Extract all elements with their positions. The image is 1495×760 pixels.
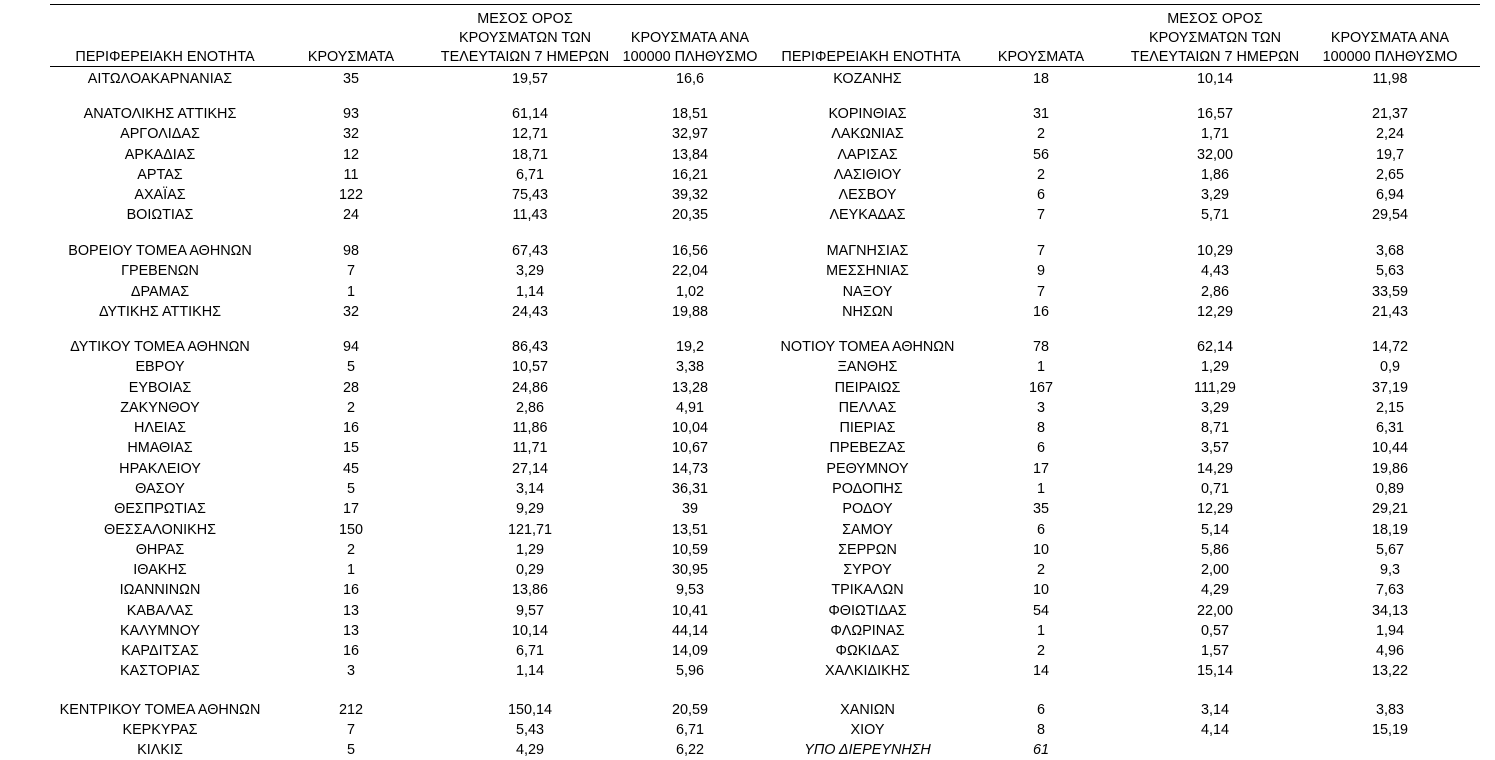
- left-cases-cell: 5: [346, 359, 355, 375]
- right-avg-cell: 2,86: [1200, 284, 1229, 300]
- right-cases-cell: 1: [1036, 623, 1045, 639]
- right-cases-cell: 6: [1036, 187, 1045, 203]
- right-per100k-cell: 1,94: [1375, 623, 1404, 639]
- left-avg-cell: 1,14: [515, 663, 544, 679]
- right-region-cell: ΡΟΔΟΥ: [842, 501, 893, 517]
- left-cases-cell: 15: [342, 440, 359, 456]
- right-cases-cell: 31: [1032, 106, 1049, 122]
- left-cases-cell: 5: [346, 742, 355, 758]
- left-region-cell: ΓΡΕΒΕΝΩΝ: [121, 263, 199, 279]
- right-per100k-cell: 29,54: [1371, 207, 1408, 223]
- left-avg-cell: 11,71: [512, 440, 548, 456]
- left-header-per100k-1: ΚΡΟΥΣΜΑΤΑ ΑΝΑ: [630, 30, 750, 46]
- right-cases-cell: 10: [1032, 542, 1049, 558]
- left-avg-cell: 75,43: [511, 187, 548, 203]
- right-cases-cell: 8: [1036, 420, 1045, 436]
- left-avg-cell: 27,14: [511, 461, 548, 477]
- left-avg-cell: 0,29: [515, 562, 544, 578]
- right-region-cell: ΛΑΣΙΘΙΟΥ: [833, 167, 902, 183]
- right-per100k-cell: 7,63: [1375, 582, 1404, 598]
- left-cases-cell: 13: [342, 623, 359, 639]
- left-region-cell: ΑΙΤΩΛΟΑΚΑΡΝΑΝΙΑΣ: [87, 71, 233, 87]
- right-avg-cell: 32,00: [1196, 147, 1233, 163]
- right-cases-cell: 18: [1032, 71, 1049, 87]
- right-cases-cell: 56: [1032, 147, 1049, 163]
- right-per100k-cell: 0,89: [1375, 481, 1404, 497]
- left-per100k-cell: 6,22: [675, 742, 704, 758]
- left-per100k-cell: 44,14: [671, 623, 708, 639]
- left-cases-cell: 1: [346, 284, 355, 300]
- right-per100k-cell: 2,24: [1375, 126, 1404, 142]
- right-avg-cell: 2,00: [1200, 562, 1229, 578]
- left-header-per100k-2: 100000 ΠΛΗΘΥΣΜΟ: [622, 49, 758, 65]
- right-per100k-cell: 5,67: [1375, 542, 1404, 558]
- left-avg-cell: 10,57: [511, 359, 548, 375]
- left-cases-cell: 17: [342, 501, 359, 517]
- right-avg-cell: 3,29: [1200, 187, 1229, 203]
- left-region-cell: ΖΑΚΥΝΘΟΥ: [120, 400, 200, 416]
- right-header-cases: ΚΡΟΥΣΜΑΤΑ: [997, 49, 1085, 65]
- right-region-cell: ΣΑΜΟΥ: [842, 522, 893, 538]
- left-per100k-cell: 10,59: [671, 542, 708, 558]
- right-per100k-cell: 2,15: [1375, 400, 1404, 416]
- right-avg-cell: [1110, 740, 1320, 760]
- left-per100k-cell: 20,35: [671, 207, 708, 223]
- right-avg-cell: 3,57: [1200, 440, 1229, 456]
- left-avg-cell: 1,29: [515, 542, 544, 558]
- left-avg-cell: 2,86: [515, 400, 544, 416]
- right-region-cell: ΚΟΖΑΝΗΣ: [833, 71, 902, 87]
- left-cases-cell: 1: [346, 562, 355, 578]
- right-avg-cell: 12,29: [1196, 304, 1233, 320]
- right-region-cell: ΡΕΘΥΜΝΟΥ: [826, 461, 909, 477]
- right-avg-cell: 1,29: [1200, 359, 1229, 375]
- right-per100k-cell: 3,83: [1375, 702, 1404, 718]
- right-region-cell: ΝΟΤΙΟΥ ΤΟΜΕΑ ΑΘΗΝΩΝ: [780, 339, 955, 355]
- right-region-cell: ΧΙΟΥ: [850, 722, 885, 738]
- left-region-cell: ΑΝΑΤΟΛΙΚΗΣ ΑΤΤΙΚΗΣ: [83, 106, 237, 122]
- left-header-avg-3: ΤΕΛΕΥΤΑΙΩΝ 7 ΗΜΕΡΩΝ: [440, 49, 610, 65]
- left-per100k-cell: 36,31: [671, 481, 708, 497]
- left-per100k-cell: 19,88: [671, 304, 708, 320]
- left-per100k-cell: 3,38: [675, 359, 704, 375]
- right-avg-cell: 10,29: [1196, 243, 1233, 259]
- right-region-cell: ΧΑΝΙΩΝ: [840, 702, 895, 718]
- right-cases-cell: 3: [1036, 400, 1045, 416]
- left-avg-cell: 150,14: [507, 702, 552, 718]
- left-region-cell: ΗΜΑΘΙΑΣ: [127, 440, 193, 456]
- left-avg-cell: 19,57: [511, 71, 548, 87]
- left-header-region: ΠΕΡΙΦΕΡΕΙΑΚΗ ΕΝΟΤΗΤΑ: [75, 49, 255, 65]
- right-per100k-cell: 14,72: [1371, 339, 1408, 355]
- left-cases-cell: 98: [342, 243, 359, 259]
- right-per100k-cell: 3,68: [1375, 243, 1404, 259]
- right-per100k-cell: 21,43: [1371, 304, 1408, 320]
- right-region-cell: ΣΥΡΟΥ: [843, 562, 892, 578]
- right-region-cell: ΝΑΞΟΥ: [842, 284, 893, 300]
- left-region-cell: ΑΡΓΟΛΙΔΑΣ: [120, 126, 200, 142]
- left-avg-cell: 10,14: [511, 623, 548, 639]
- left-per100k-cell: 13,84: [671, 147, 708, 163]
- left-region-cell: ΒΟΙΩΤΙΑΣ: [126, 207, 194, 223]
- right-region-cell: ΥΠΟ ΔΙΕΡΕΥΝΗΣΗ: [804, 742, 931, 758]
- left-cases-cell: 12: [342, 147, 359, 163]
- left-avg-cell: 24,86: [511, 380, 548, 396]
- left-region-cell: ΚΑΡΔΙΤΣΑΣ: [121, 643, 199, 659]
- left-region-cell: ΕΥΒΟΙΑΣ: [128, 380, 192, 396]
- left-region-cell: ΚΑΒΑΛΑΣ: [126, 603, 194, 619]
- right-avg-cell: 16,57: [1196, 106, 1233, 122]
- left-cases-cell: 45: [342, 461, 359, 477]
- left-avg-cell: 9,29: [515, 501, 544, 517]
- left-header-avg-2: ΚΡΟΥΣΜΑΤΩΝ ΤΩΝ: [458, 30, 592, 46]
- left-avg-cell: 3,29: [515, 263, 544, 279]
- left-region-cell: ΘΗΡΑΣ: [135, 542, 185, 558]
- right-avg-cell: 5,71: [1200, 207, 1229, 223]
- right-avg-cell: 15,14: [1196, 663, 1233, 679]
- left-avg-cell: 11,86: [512, 420, 548, 436]
- right-cases-cell: 54: [1032, 603, 1049, 619]
- left-region-cell: ΑΡΚΑΔΙΑΣ: [124, 147, 196, 163]
- right-per100k-cell: 37,19: [1371, 380, 1408, 396]
- left-cases-cell: 2: [346, 400, 355, 416]
- right-region-cell: ΜΕΣΣΗΝΙΑΣ: [826, 263, 909, 279]
- left-avg-cell: 13,86: [511, 582, 548, 598]
- right-cases-cell: 2: [1036, 126, 1045, 142]
- right-cases-cell: 7: [1036, 243, 1045, 259]
- left-avg-cell: 121,71: [507, 522, 552, 538]
- left-region-cell: ΔΥΤΙΚΗΣ ΑΤΤΙΚΗΣ: [98, 304, 222, 320]
- right-region-cell: ΛΑΡΙΣΑΣ: [837, 147, 898, 163]
- left-per100k-cell: 10,04: [671, 420, 708, 436]
- left-region-cell: ΔΥΤΙΚΟΥ ΤΟΜΕΑ ΑΘΗΝΩΝ: [70, 339, 250, 355]
- right-cases-cell: 10: [1032, 582, 1049, 598]
- right-region-cell: ΠΕΛΛΑΣ: [838, 400, 897, 416]
- left-avg-cell: 3,14: [515, 481, 544, 497]
- right-header-per100k-2: 100000 ΠΛΗΘΥΣΜΟ: [1322, 49, 1458, 65]
- right-per100k-cell: 19,86: [1371, 461, 1408, 477]
- left-avg-cell: 5,43: [515, 722, 544, 738]
- left-header-cases: ΚΡΟΥΣΜΑΤΑ: [307, 49, 395, 65]
- left-per100k-cell: 19,2: [675, 339, 704, 355]
- left-region-cell: ΚΕΝΤΡΙΚΟΥ ΤΟΜΕΑ ΑΘΗΝΩΝ: [59, 702, 261, 718]
- right-avg-cell: 5,14: [1200, 522, 1229, 538]
- left-cases-cell: 24: [342, 207, 359, 223]
- right-cases-cell: 1: [1036, 359, 1045, 375]
- right-cases-cell: 35: [1032, 501, 1049, 517]
- right-region-cell: ΛΕΥΚΑΔΑΣ: [829, 207, 906, 223]
- right-region-cell: ΦΘΙΩΤΙΔΑΣ: [828, 603, 907, 619]
- left-cases-cell: 16: [342, 420, 359, 436]
- left-region-cell: ΕΒΡΟΥ: [135, 359, 185, 375]
- left-region-cell: ΗΛΕΙΑΣ: [133, 420, 187, 436]
- right-cases-cell: 7: [1036, 284, 1045, 300]
- left-per100k-cell: 16,21: [671, 167, 708, 183]
- left-per100k-cell: 39: [681, 501, 698, 517]
- left-per100k-cell: 18,51: [671, 106, 708, 122]
- right-avg-cell: 22,00: [1196, 603, 1233, 619]
- left-per100k-cell: 1,02: [675, 284, 704, 300]
- left-region-cell: ΑΡΤΑΣ: [137, 167, 183, 183]
- left-cases-cell: 122: [338, 187, 363, 203]
- left-cases-cell: 150: [338, 522, 363, 538]
- right-region-cell: ΡΟΔΟΠΗΣ: [832, 481, 903, 497]
- left-header-avg-1: ΜΕΣΟΣ ΟΡΟΣ: [477, 11, 573, 27]
- right-per100k-cell: 34,13: [1371, 603, 1408, 619]
- right-per100k-cell: 4,96: [1375, 643, 1404, 659]
- right-region-cell: ΛΕΣΒΟΥ: [838, 187, 897, 203]
- right-region-cell: ΦΛΩΡΙΝΑΣ: [830, 623, 905, 639]
- right-cases-cell: 167: [1028, 380, 1053, 396]
- left-region-cell: ΗΡΑΚΛΕΙΟΥ: [119, 461, 201, 477]
- right-region-cell: ΛΑΚΩΝΙΑΣ: [831, 126, 904, 142]
- right-avg-cell: 8,71: [1200, 420, 1229, 436]
- right-avg-cell: 0,71: [1200, 481, 1229, 497]
- left-per100k-cell: 16,6: [675, 71, 704, 87]
- left-per100k-cell: 10,67: [671, 440, 708, 456]
- left-per100k-cell: 4,91: [675, 400, 704, 416]
- right-avg-cell: 10,14: [1196, 71, 1233, 87]
- left-avg-cell: 6,71: [515, 167, 544, 183]
- right-per100k-cell: [1310, 740, 1470, 760]
- right-per100k-cell: 5,63: [1375, 263, 1404, 279]
- right-per100k-cell: 6,31: [1375, 420, 1404, 436]
- right-region-cell: ΜΑΓΝΗΣΙΑΣ: [826, 243, 909, 259]
- left-per100k-cell: 39,32: [671, 187, 708, 203]
- left-cases-cell: 13: [342, 603, 359, 619]
- right-per100k-cell: 9,3: [1379, 562, 1400, 578]
- right-avg-cell: 4,29: [1200, 582, 1229, 598]
- right-avg-cell: 1,71: [1200, 126, 1229, 142]
- left-per100k-cell: 20,59: [671, 702, 708, 718]
- left-region-cell: ΘΕΣΠΡΩΤΙΑΣ: [114, 501, 206, 517]
- right-cases-cell: 8: [1036, 722, 1045, 738]
- left-per100k-cell: 14,09: [671, 643, 708, 659]
- right-avg-cell: 4,14: [1200, 722, 1229, 738]
- left-avg-cell: 1,14: [515, 284, 544, 300]
- right-avg-cell: 14,29: [1196, 461, 1233, 477]
- right-cases-cell: 6: [1036, 702, 1045, 718]
- right-header-avg-1: ΜΕΣΟΣ ΟΡΟΣ: [1167, 11, 1263, 27]
- right-cases-cell: 2: [1036, 562, 1045, 578]
- left-region-cell: ΔΡΑΜΑΣ: [130, 284, 190, 300]
- left-avg-cell: 11,43: [512, 207, 548, 223]
- left-cases-cell: 7: [346, 722, 355, 738]
- right-cases-cell: 2: [1036, 643, 1045, 659]
- left-region-cell: ΘΑΣΟΥ: [135, 481, 185, 497]
- right-per100k-cell: 0,9: [1379, 359, 1400, 375]
- right-cases-cell: 14: [1032, 663, 1049, 679]
- right-per100k-cell: 18,19: [1371, 522, 1408, 538]
- right-region-cell: ΠΙΕΡΙΑΣ: [839, 420, 896, 436]
- right-cases-cell: 6: [1036, 440, 1045, 456]
- left-cases-cell: 212: [338, 702, 363, 718]
- right-cases-cell: 6: [1036, 522, 1045, 538]
- right-region-cell: ΚΟΡΙΝΘΙΑΣ: [828, 106, 907, 122]
- right-region-cell: ΤΡΙΚΑΛΩΝ: [831, 582, 904, 598]
- right-per100k-cell: 11,98: [1372, 71, 1408, 87]
- right-region-cell: ΧΑΛΚΙΔΙΚΗΣ: [825, 663, 910, 679]
- left-cases-cell: 28: [342, 380, 359, 396]
- left-avg-cell: 86,43: [511, 339, 548, 355]
- left-per100k-cell: 32,97: [671, 126, 708, 142]
- right-header-avg-2: ΚΡΟΥΣΜΑΤΩΝ ΤΩΝ: [1148, 30, 1282, 46]
- right-per100k-cell: 6,94: [1375, 187, 1404, 203]
- right-region-cell: ΠΡΕΒΕΖΑΣ: [829, 440, 906, 456]
- right-cases-cell: 1: [1036, 481, 1045, 497]
- left-per100k-cell: 9,53: [675, 582, 704, 598]
- left-avg-cell: 61,14: [511, 106, 548, 122]
- left-per100k-cell: 10,41: [671, 603, 708, 619]
- right-cases-cell: 17: [1032, 461, 1049, 477]
- right-cases-cell: 9: [1036, 263, 1045, 279]
- left-per100k-cell: 13,51: [671, 522, 708, 538]
- left-per100k-cell: 5,96: [675, 663, 704, 679]
- left-avg-cell: 12,71: [511, 126, 548, 142]
- left-region-cell: ΘΕΣΣΑΛΟΝΙΚΗΣ: [104, 522, 216, 538]
- left-per100k-cell: 30,95: [671, 562, 708, 578]
- table-top-rule: [50, 4, 1480, 5]
- right-avg-cell: 4,43: [1200, 263, 1229, 279]
- left-cases-cell: 32: [342, 304, 359, 320]
- left-cases-cell: 16: [342, 643, 359, 659]
- right-avg-cell: 3,29: [1200, 400, 1229, 416]
- left-avg-cell: 9,57: [515, 603, 544, 619]
- right-cases-cell: 2: [1036, 167, 1045, 183]
- right-region-cell: ΞΑΝΘΗΣ: [837, 359, 898, 375]
- right-region-cell: ΦΩΚΙΔΑΣ: [835, 643, 900, 659]
- left-cases-cell: 2: [346, 542, 355, 558]
- right-cases-cell: 7: [1036, 207, 1045, 223]
- right-per100k-cell: 10,44: [1371, 440, 1408, 456]
- left-region-cell: ΚΕΡΚΥΡΑΣ: [122, 722, 198, 738]
- right-avg-cell: 1,57: [1200, 643, 1229, 659]
- left-cases-cell: 94: [342, 339, 359, 355]
- left-region-cell: ΚΙΛΚΙΣ: [137, 742, 183, 758]
- right-header-avg-3: ΤΕΛΕΥΤΑΙΩΝ 7 ΗΜΕΡΩΝ: [1130, 49, 1300, 65]
- left-cases-cell: 7: [346, 263, 355, 279]
- left-region-cell: ΙΩΑΝΝΙΝΩΝ: [119, 582, 201, 598]
- left-avg-cell: 18,71: [511, 147, 548, 163]
- right-avg-cell: 1,86: [1200, 167, 1229, 183]
- right-avg-cell: 12,29: [1196, 501, 1233, 517]
- right-region-cell: ΝΗΣΩΝ: [842, 304, 893, 320]
- right-per100k-cell: 33,59: [1371, 284, 1408, 300]
- right-avg-cell: 62,14: [1196, 339, 1233, 355]
- left-cases-cell: 16: [342, 582, 359, 598]
- left-cases-cell: 11: [343, 167, 359, 183]
- right-cases-cell: 61: [1032, 742, 1049, 758]
- right-region-cell: ΣΕΡΡΩΝ: [838, 542, 897, 558]
- right-per100k-cell: 19,7: [1375, 147, 1404, 163]
- left-cases-cell: 3: [346, 663, 355, 679]
- left-region-cell: ΚΑΛΥΜΝΟΥ: [119, 623, 201, 639]
- left-cases-cell: 5: [346, 481, 355, 497]
- left-per100k-cell: 13,28: [671, 380, 708, 396]
- right-per100k-cell: 21,37: [1371, 106, 1408, 122]
- right-region-cell: ΠΕΙΡΑΙΩΣ: [834, 380, 901, 396]
- left-region-cell: ΚΑΣΤΟΡΙΑΣ: [120, 663, 200, 679]
- right-avg-cell: 3,14: [1200, 702, 1229, 718]
- left-region-cell: ΙΘΑΚΗΣ: [133, 562, 187, 578]
- left-avg-cell: 67,43: [511, 243, 548, 259]
- right-cases-cell: 78: [1032, 339, 1049, 355]
- right-header-per100k-1: ΚΡΟΥΣΜΑΤΑ ΑΝΑ: [1330, 30, 1450, 46]
- left-cases-cell: 35: [342, 71, 359, 87]
- right-per100k-cell: 2,65: [1375, 167, 1404, 183]
- left-cases-cell: 32: [342, 126, 359, 142]
- right-cases-cell: 16: [1032, 304, 1049, 320]
- left-avg-cell: 6,71: [515, 643, 544, 659]
- right-per100k-cell: 13,22: [1371, 663, 1408, 679]
- right-header-region: ΠΕΡΙΦΕΡΕΙΑΚΗ ΕΝΟΤΗΤΑ: [781, 49, 961, 65]
- left-avg-cell: 4,29: [515, 742, 544, 758]
- left-per100k-cell: 6,71: [675, 722, 704, 738]
- left-cases-cell: 93: [342, 106, 359, 122]
- right-avg-cell: 5,86: [1200, 542, 1229, 558]
- right-avg-cell: 0,57: [1200, 623, 1229, 639]
- left-per100k-cell: 22,04: [671, 263, 708, 279]
- left-avg-cell: 24,43: [511, 304, 548, 320]
- right-per100k-cell: 29,21: [1371, 501, 1408, 517]
- left-per100k-cell: 16,56: [671, 243, 708, 259]
- left-per100k-cell: 14,73: [671, 461, 708, 477]
- right-avg-cell: 111,29: [1194, 380, 1236, 396]
- left-region-cell: ΒΟΡΕΙΟΥ ΤΟΜΕΑ ΑΘΗΝΩΝ: [68, 243, 252, 259]
- left-region-cell: ΑΧΑΪΑΣ: [134, 187, 186, 203]
- right-per100k-cell: 15,19: [1371, 722, 1408, 738]
